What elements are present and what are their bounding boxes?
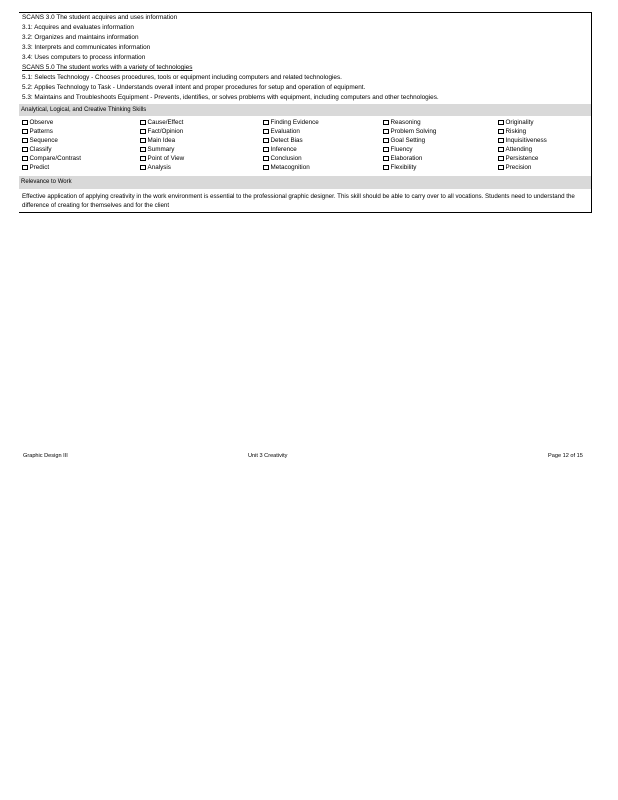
checkbox-inquisitiveness[interactable]: Inquisitiveness <box>498 136 547 145</box>
checkbox-classify[interactable]: Classify <box>22 145 52 154</box>
checkbox-originality[interactable]: Originality <box>498 118 534 127</box>
checkbox-icon[interactable] <box>498 165 504 171</box>
checkbox-icon[interactable] <box>498 138 504 144</box>
checkbox-icon[interactable] <box>263 147 269 153</box>
checkbox-icon[interactable] <box>22 165 28 171</box>
checkbox-risking[interactable]: Risking <box>498 127 526 136</box>
checkbox-problem-solving[interactable]: Problem Solving <box>383 127 436 136</box>
checkbox-elaboration[interactable]: Elaboration <box>383 154 422 163</box>
checkbox-icon[interactable] <box>498 156 504 162</box>
relevance-text: Effective application of applying creativity in the work environment is essential to the professional graphic designer. This skill should be able to carry over to all vocations. Students need to understand the difference of creating for themselves and for the client <box>22 193 575 209</box>
relevance-heading: Relevance to Work <box>21 179 72 185</box>
relevance-heading-band <box>19 176 591 189</box>
checkbox-compare-contrast[interactable]: Compare/Contrast <box>22 154 81 163</box>
checkbox-icon[interactable] <box>263 156 269 162</box>
scans5-item-2: 5.2: Applies Technology to Task - Understands overall intent and proper procedures for setup and operation of equipment. <box>22 84 366 91</box>
checkbox-icon[interactable] <box>22 156 28 162</box>
checkbox-icon[interactable] <box>383 138 389 144</box>
skills-heading: Analytical, Logical, and Creative Thinking Skills <box>21 107 147 113</box>
checkbox-patterns[interactable]: Patterns <box>22 127 53 136</box>
checkbox-precision[interactable]: Precision <box>498 163 531 172</box>
checkbox-icon[interactable] <box>498 129 504 135</box>
checkbox-persistence[interactable]: Persistence <box>498 154 538 163</box>
checkbox-icon[interactable] <box>22 138 28 144</box>
checkbox-icon[interactable] <box>140 156 146 162</box>
checkbox-point-of-view[interactable]: Point of View <box>140 154 184 163</box>
footer-page-number: Page 12 of 15 <box>548 453 583 459</box>
checkbox-icon[interactable] <box>22 129 28 135</box>
checkbox-icon[interactable] <box>383 129 389 135</box>
scans3-item-3: 3.3: Interprets and communicates information <box>22 44 151 51</box>
checkbox-analysis[interactable]: Analysis <box>140 163 171 172</box>
checkbox-icon[interactable] <box>263 165 269 171</box>
checkbox-icon[interactable] <box>263 129 269 135</box>
checkbox-summary[interactable]: Summary <box>140 145 174 154</box>
checkbox-cause-effect[interactable]: Cause/Effect <box>140 118 183 127</box>
checkbox-goal-setting[interactable]: Goal Setting <box>383 136 425 145</box>
checkbox-predict[interactable]: Predict <box>22 163 49 172</box>
checkbox-icon[interactable] <box>383 147 389 153</box>
checkbox-icon[interactable] <box>140 129 146 135</box>
checkbox-icon[interactable] <box>22 120 28 126</box>
checkbox-fact-opinion[interactable]: Fact/Opinion <box>140 127 183 136</box>
checkbox-icon[interactable] <box>140 165 146 171</box>
scans3-item-4: 3.4: Uses computers to process information <box>22 54 146 61</box>
scans3-title: SCANS 3.0 The student acquires and uses information <box>22 14 178 21</box>
checkbox-icon[interactable] <box>383 165 389 171</box>
scans5-title: SCANS 5.0 The student works with a variety of technologies <box>22 64 193 71</box>
checkbox-icon[interactable] <box>140 147 146 153</box>
checkbox-sequence[interactable]: Sequence <box>22 136 58 145</box>
checkbox-observe[interactable]: Observe <box>22 118 53 127</box>
checkbox-icon[interactable] <box>498 120 504 126</box>
checkbox-evaluation[interactable]: Evaluation <box>263 127 300 136</box>
scans5-item-3: 5.3: Maintains and Troubleshoots Equipment - Prevents, identifies, or solves problems with equipment, including computers and other technologies. <box>22 94 439 101</box>
scans5-item-1: 5.1: Selects Technology - Chooses procedures, tools or equipment including computers and related technologies. <box>22 74 342 81</box>
footer-course: Graphic Design III <box>23 453 68 459</box>
skills-heading-band <box>19 104 591 116</box>
checkbox-metacognition[interactable]: Metacognition <box>263 163 310 172</box>
footer-unit: Unit 3 Creativity <box>248 453 288 459</box>
checkbox-reasoning[interactable]: Reasoning <box>383 118 421 127</box>
checkbox-detect-bias[interactable]: Detect Bias <box>263 136 303 145</box>
checkbox-icon[interactable] <box>263 138 269 144</box>
checkbox-icon[interactable] <box>140 120 146 126</box>
checkbox-icon[interactable] <box>22 147 28 153</box>
checkbox-fluency[interactable]: Fluency <box>383 145 413 154</box>
checkbox-finding-evidence[interactable]: Finding Evidence <box>263 118 319 127</box>
document-table <box>19 12 592 213</box>
checkbox-flexibility[interactable]: Flexibility <box>383 163 416 172</box>
checkbox-icon[interactable] <box>498 147 504 153</box>
checkbox-icon[interactable] <box>383 156 389 162</box>
checkbox-icon[interactable] <box>383 120 389 126</box>
checkbox-conclusion[interactable]: Conclusion <box>263 154 302 163</box>
checkbox-icon[interactable] <box>140 138 146 144</box>
checkbox-inference[interactable]: Inference <box>263 145 297 154</box>
scans3-item-1: 3.1: Acquires and evaluates information <box>22 24 134 31</box>
checkbox-main-idea[interactable]: Main Idea <box>140 136 175 145</box>
checkbox-icon[interactable] <box>263 120 269 126</box>
checkbox-attending[interactable]: Attending <box>498 145 532 154</box>
scans3-item-2: 3.2: Organizes and maintains information <box>22 34 139 41</box>
